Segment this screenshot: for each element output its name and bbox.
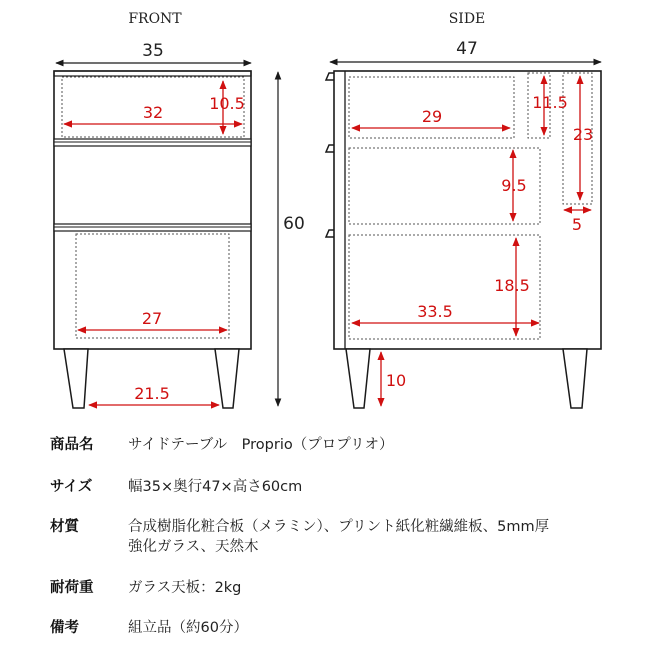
side-bottom-shelf-height-label: 18.5	[494, 276, 530, 295]
side-front-hook	[326, 230, 334, 237]
side-tall-slot-width-label: 5	[571, 215, 583, 234]
front-top-shelf-height-label: 10.5	[209, 94, 245, 113]
front-left-leg	[64, 349, 88, 408]
front-height-label: 60	[283, 214, 305, 234]
front-leg-span-label: 21.5	[134, 384, 170, 403]
spec-value: 幅35×奥行47×高さ60cm	[128, 479, 303, 495]
side-view-title: SIDE	[448, 11, 486, 27]
side-back-leg	[563, 349, 587, 408]
side-leg-height-label: 10	[385, 371, 407, 390]
front-view-title: FRONT	[128, 11, 182, 27]
spec-label: サイズ	[50, 479, 93, 495]
side-cabinet-body	[334, 71, 601, 349]
spec-label: 備考	[50, 620, 79, 636]
spec-value: サイドテーブル Proprio（プロプリオ）	[128, 437, 394, 453]
side-depth-label: 47	[456, 39, 478, 59]
spec-value: 強化ガラス、天然木	[128, 539, 259, 555]
spec-value: ガラス天板：2kg	[128, 580, 242, 596]
side-tall-slot-height-label: 23	[572, 125, 594, 144]
front-view	[54, 11, 305, 408]
side-view	[326, 11, 601, 408]
side-top-shelf-depth-label: 29	[421, 107, 443, 126]
spec-label: 商品名	[50, 437, 94, 453]
spec-value: 組立品（約60分）	[128, 620, 248, 636]
side-small-slot-height-label: 11.5	[532, 93, 568, 112]
front-right-leg	[215, 349, 239, 408]
side-bottom-shelf-depth-label: 33.5	[417, 302, 453, 321]
side-front-leg	[346, 349, 370, 408]
front-bottom-shelf-width-label: 27	[141, 309, 163, 328]
front-top-shelf-width-label: 32	[142, 103, 164, 122]
side-middle-shelf-height-label: 9.5	[501, 176, 527, 195]
spec-value: 合成樹脂化粧合板（メラミン）、プリント紙化粧繊維板、5mm厚	[128, 519, 550, 535]
spec-label: 材質	[50, 519, 79, 535]
side-front-hook	[326, 145, 334, 152]
spec-label: 耐荷重	[50, 580, 94, 596]
side-front-hook	[326, 73, 334, 80]
front-width-label: 35	[142, 41, 164, 61]
